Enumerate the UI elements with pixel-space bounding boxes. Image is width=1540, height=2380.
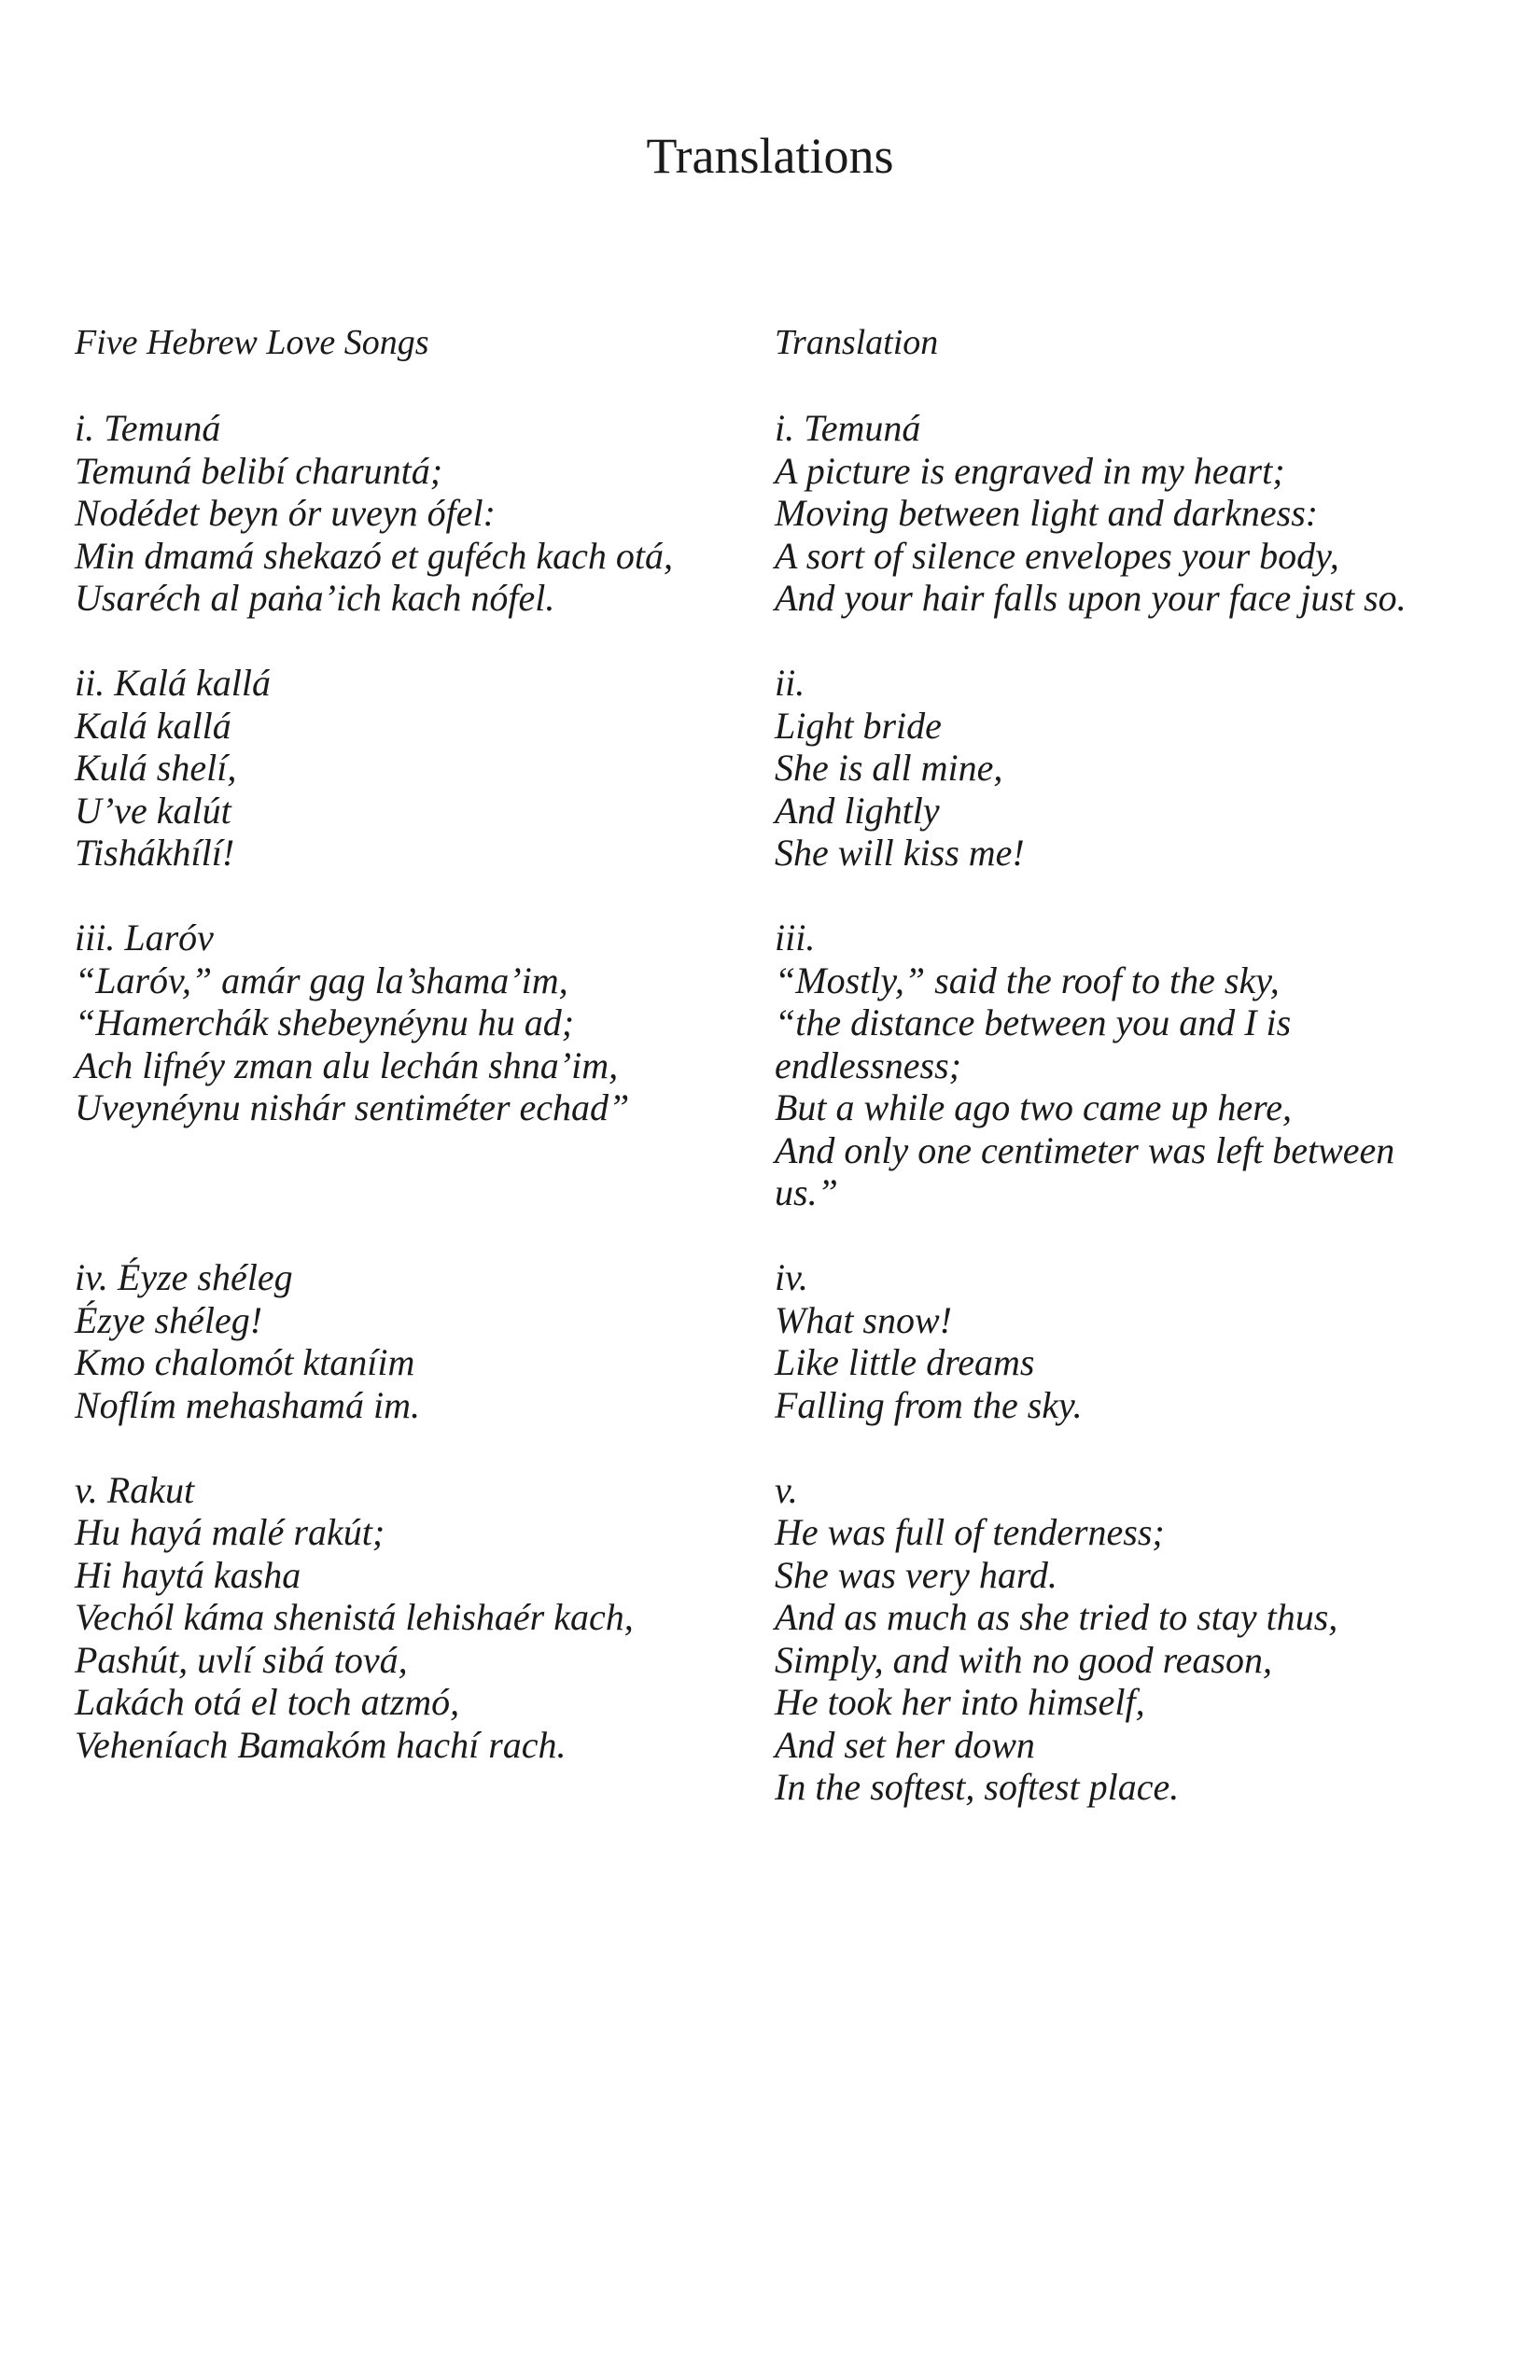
song-line: And set her down (775, 1723, 1035, 1766)
page-title: Translations (646, 128, 894, 184)
song-line: Moving between light and darkness: (775, 492, 1319, 534)
line-spacer (75, 1129, 719, 1172)
translation-song-5 (775, 1469, 1465, 1809)
song-line: And lightly (775, 789, 940, 832)
song-line: And only one centimeter was left between us.” (775, 1128, 1395, 1213)
song-line: Temuná belibí charuntá; (75, 449, 443, 492)
song-line: Uveynéynu nishár sentiméter echad” (75, 1086, 630, 1128)
hebrew-column (75, 322, 719, 1809)
song-line: Ézye shéleg! (75, 1298, 263, 1341)
song-line: Hi haytá kasha (75, 1553, 301, 1596)
song-line: And as much as she tried to stay thus, (775, 1596, 1338, 1638)
hebrew-song-4 (75, 1256, 719, 1426)
song-line: “the distance between you and I is endlessness; (775, 1001, 1292, 1086)
song-line: A sort of silence envelopes your body, (775, 534, 1339, 577)
song-line: She is all mine, (775, 747, 1003, 789)
song-line: Ach lifnéy zman alu lechán shna’im, (75, 1043, 619, 1086)
song-line: Usaréch al paṅa’ich kach nófel. (75, 577, 555, 619)
hebrew-song-3 (75, 917, 719, 1214)
song-title: iii. Laróv (75, 917, 214, 959)
translation-song-2 (775, 662, 1465, 875)
translation-song-3 (775, 917, 1465, 1214)
song-line: Light bride (775, 704, 942, 747)
song-line: Tishákhílí! (75, 832, 235, 874)
song-line: Veheníach Bamakóm hachí rach. (75, 1723, 567, 1766)
song-line: Hu hayá malé rakút; (75, 1511, 385, 1553)
song-line: He took her into himself, (775, 1681, 1145, 1723)
hebrew-song-5 (75, 1469, 719, 1767)
song-line: Pashút, uvlí sibá tová, (75, 1638, 408, 1681)
song-title: ii. Kalá kallá (75, 662, 271, 704)
song-title: iv. (775, 1256, 808, 1298)
song-title: ii. (775, 662, 805, 704)
translation-song-4 (775, 1256, 1465, 1426)
hebrew-column-heading: Five Hebrew Love Songs (75, 323, 429, 362)
song-line: What snow! (775, 1298, 952, 1341)
song-line: “Hamerchák shebeynéynu hu ad; (75, 1001, 575, 1043)
song-line: Vechól káma shenistá lehishaér kach, (75, 1596, 634, 1638)
song-line: Lakách otá el toch atzmó, (75, 1681, 460, 1723)
song-title: i. Temuná (775, 407, 921, 449)
song-line: Min dmamá shekazó et guféch kach otá, (75, 534, 673, 577)
song-line: Kalá kallá (75, 704, 231, 747)
hebrew-song-2 (75, 662, 719, 875)
song-line: Kmo chalomót ktaníim (75, 1341, 415, 1383)
song-line: And your hair falls upon your face just so. (775, 577, 1407, 619)
song-line: “Mostly,” said the roof to the sky, (775, 959, 1280, 1001)
song-line: U’ve kalút (75, 789, 231, 832)
song-title: v. Rakut (75, 1468, 195, 1511)
song-line: Kulá shelí, (75, 747, 237, 789)
translation-column-heading: Translation (775, 323, 939, 362)
hebrew-song-1 (75, 407, 719, 620)
song-line: Simply, and with no good reason, (775, 1638, 1272, 1681)
song-line: “Laróv,” amár gag la’shama’im, (75, 959, 568, 1001)
song-line: Nodédet beyn ór uveyn ófel: (75, 492, 496, 534)
translation-column (775, 322, 1465, 1851)
song-line: But a while ago two came up here, (775, 1086, 1292, 1128)
song-line: A picture is engraved in my heart; (775, 449, 1285, 492)
song-line: She was very hard. (775, 1553, 1057, 1596)
song-title: i. Temuná (75, 407, 221, 449)
song-line: Like little dreams (775, 1341, 1035, 1383)
song-title: iv. Éyze shéleg (75, 1256, 293, 1298)
song-line: Noflím mehashamá im. (75, 1383, 420, 1426)
song-line: In the softest, softest place. (775, 1766, 1180, 1808)
song-line: Falling from the sky. (775, 1383, 1083, 1426)
song-title: v. (775, 1468, 798, 1511)
song-line: He was full of tenderness; (775, 1511, 1165, 1553)
song-line: She will kiss me! (775, 832, 1025, 874)
song-title: iii. (775, 917, 816, 959)
translation-song-1 (775, 407, 1465, 620)
line-spacer (75, 1171, 719, 1214)
